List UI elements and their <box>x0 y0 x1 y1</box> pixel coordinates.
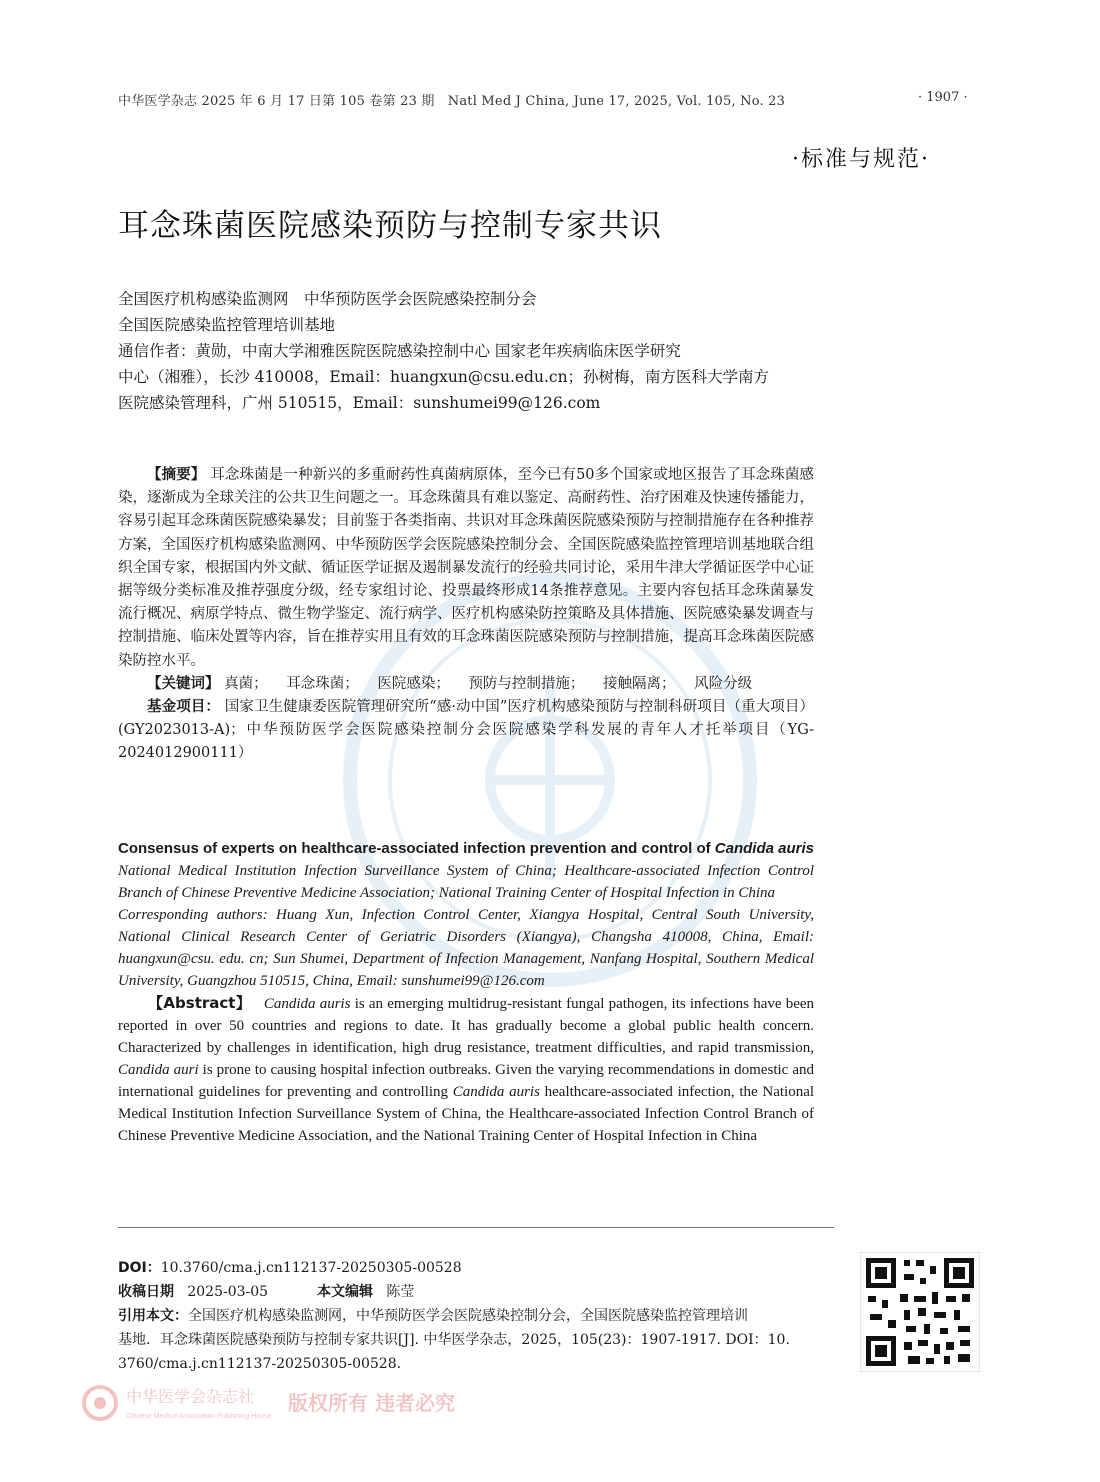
keyword: 接触隔离； <box>603 675 676 692</box>
abstract-text: is prone to causing hospital infection outbreaks. Given the varying recommendations in domestic and international guidelines for preventing and controlling <box>118 1062 814 1100</box>
author-line: 全国医疗机构感染监测网 中华预防医学会医院感染控制分会 <box>118 290 537 308</box>
editor-label: 本文编辑 <box>317 1284 374 1300</box>
article-metadata <box>118 1256 848 1376</box>
citation-line: 3760/cma.j.cn112137-20250305-00528. <box>118 1356 402 1372</box>
english-affiliations: National Medical Institution Infection Surveillance System of China; Healthcare-associated Infection Control Branch of Chinese Preventive Medicine Association; National Training Center of Hospital Infection in China <box>118 863 814 901</box>
english-abstract-label: 【Abstract】 <box>148 994 252 1012</box>
doi-label: DOI： <box>118 1260 161 1276</box>
keyword: 风险分级 <box>694 675 753 692</box>
funding-line <box>118 696 814 766</box>
publisher-name: 中华医学会杂志社 <box>126 1387 255 1406</box>
doi-value[interactable]: 10.3760/cma.j.cn112137-20250305-00528 <box>160 1260 462 1276</box>
citation-label: 引用本文： <box>118 1308 188 1324</box>
species-italic: Candida auris <box>452 1084 540 1100</box>
funding-text: 国家卫生健康委医院管理研究所“感·动中国”医疗机构感染预防与控制科研项目（重大项目）(GY2023013-A)；中华预防医学会医院感染控制分会医院感染学科发展的青年人才托举项目（YG-2024012900111） <box>118 699 815 762</box>
page-number: · 1907 · <box>918 90 968 105</box>
publisher-logo <box>78 1378 498 1428</box>
abstract-label: 【摘要】 <box>147 467 206 483</box>
running-head: 中华医学杂志 2025 年 6 月 17 日第 105 卷第 23 期 Natl Med J China, June 17, 2025, Vol. 105, No. 23 <box>118 94 786 109</box>
english-corresponding: Corresponding authors: Huang Xun, Infection Control Center, Xiangya Hospital, Central South University, National Clinical Research Center of Geriatric Disorders (Xiangya), Changsha 410008, China, Email: huangxun@csu. edu. cn; Sun Shumei, Department of Infection Management, Nanfang Hospital, Southern Medical University, Guangzhou 510515, China, Email: sunshumei99@126.com <box>118 907 814 989</box>
publisher-stamp: 版权所有 违者必究 <box>288 1391 455 1415</box>
keywords-label: 【关键词】 <box>147 675 220 692</box>
keyword: 耳念珠菌； <box>286 675 359 692</box>
species-italic: Candida auris <box>263 996 351 1012</box>
abstract-paragraph <box>118 464 814 673</box>
citation-line <box>118 1304 848 1328</box>
received-label: 收稿日期 <box>118 1284 174 1300</box>
english-abstract-paragraph <box>118 992 814 1147</box>
english-title-text: Consensus of experts on healthcare-associated infection prevention and control of <box>118 840 715 857</box>
section-tag: ·标准与规范· <box>792 147 930 172</box>
species-italic: Candida auri <box>118 1062 199 1078</box>
funding-label: 基金项目： <box>147 699 221 716</box>
received-line <box>118 1280 848 1304</box>
footnote-divider <box>118 1227 834 1228</box>
english-title-species: Candida auris <box>714 840 814 857</box>
keyword: 预防与控制措施； <box>468 675 585 692</box>
editor-name: 陈莹 <box>386 1284 415 1300</box>
qr-code-icon[interactable] <box>860 1252 980 1372</box>
received-date: 2025-03-05 <box>187 1284 269 1300</box>
article-title: 耳念珠菌医院感染预防与控制专家共识 <box>118 208 662 244</box>
abstract-text: healthcare-associated infection, the National Medical Institution Infection Surveillance System of China, the Healthcare-associated Infection Control Branch of Chinese Preventive Medicine Association, and the National Training Center of Hospital Infection in China <box>118 1084 815 1144</box>
corresponding-line: 通信作者：黄勋，中南大学湘雅医院医院感染控制中心 国家老年疾病临床医学研究 <box>118 342 681 360</box>
keyword: 真菌； <box>224 675 268 692</box>
keywords-line <box>118 673 814 696</box>
english-abstract <box>118 838 814 1147</box>
abstract-text: is an emerging multidrug-resistant fungal pathogen, its infections have been reported in over 50 countries and regions to date. It has gradually become a global public health concern. Characterized by challenges in identification, high drug resistance, treatment difficulties, and rapid transmission, <box>118 996 815 1056</box>
doi-line <box>118 1256 848 1280</box>
corresponding-line: 中心（湘雅），长沙 410008，Email：huangxun@csu.edu.cn；孙树梅，南方医科大学南方 <box>118 368 770 386</box>
author-block <box>118 286 818 416</box>
abstract-text: 耳念珠菌是一种新兴的多重耐药性真菌病原体，至今已有50多个国家或地区报告了耳念珠菌感染，逐渐成为全球关注的公共卫生问题之一。耳念珠菌具有难以鉴定、高耐药性、治疗困难及快速传播能力，容易引起耳念珠菌医院感染暴发；目前鉴于各类指南、共识对耳念珠菌医院感染预防与控制措施存在各种推荐方案，全国医疗机构感染监测网、中华预防医学会医院感染控制分会、全国医院感染监控管理培训基地联合组织全国专家，根据国内外文献、循证医学证据及遏制暴发流行的经验共同讨论，采用牛津大学循证医学中心证据等级分类标准及推荐强度分级，经专家组讨论、投票最终形成14条推荐意见。主要内容包括耳念珠菌暴发流行概况、病原学特点、微生物学鉴定、流行病学、医疗机构感染防控策略及具体措施、医院感染暴发调查与控制措施、临床处置等内容，旨在推荐实用且有效的耳念珠菌医院感染预防与控制措施，提高耳念珠菌医院感染防控水平。 <box>118 467 815 669</box>
chinese-abstract <box>118 464 814 766</box>
corresponding-line: 医院感染管理科，广州 510515，Email：sunshumei99@126.com <box>118 394 601 412</box>
author-line: 全国医院感染监控管理培训基地 <box>118 316 336 334</box>
publisher-english-name: Chinese Medical Association Publishing House <box>126 1413 272 1420</box>
english-title <box>118 838 814 860</box>
citation-text: 全国医疗机构感染监测网，中华预防医学会医院感染控制分会，全国医院感染监控管理培训 <box>188 1308 748 1324</box>
citation-line: 基地．耳念珠菌医院感染预防与控制专家共识[J]. 中华医学杂志，2025，105(23)：1907-1917. DOI：10. <box>118 1332 790 1348</box>
keyword: 医院感染； <box>377 675 450 692</box>
